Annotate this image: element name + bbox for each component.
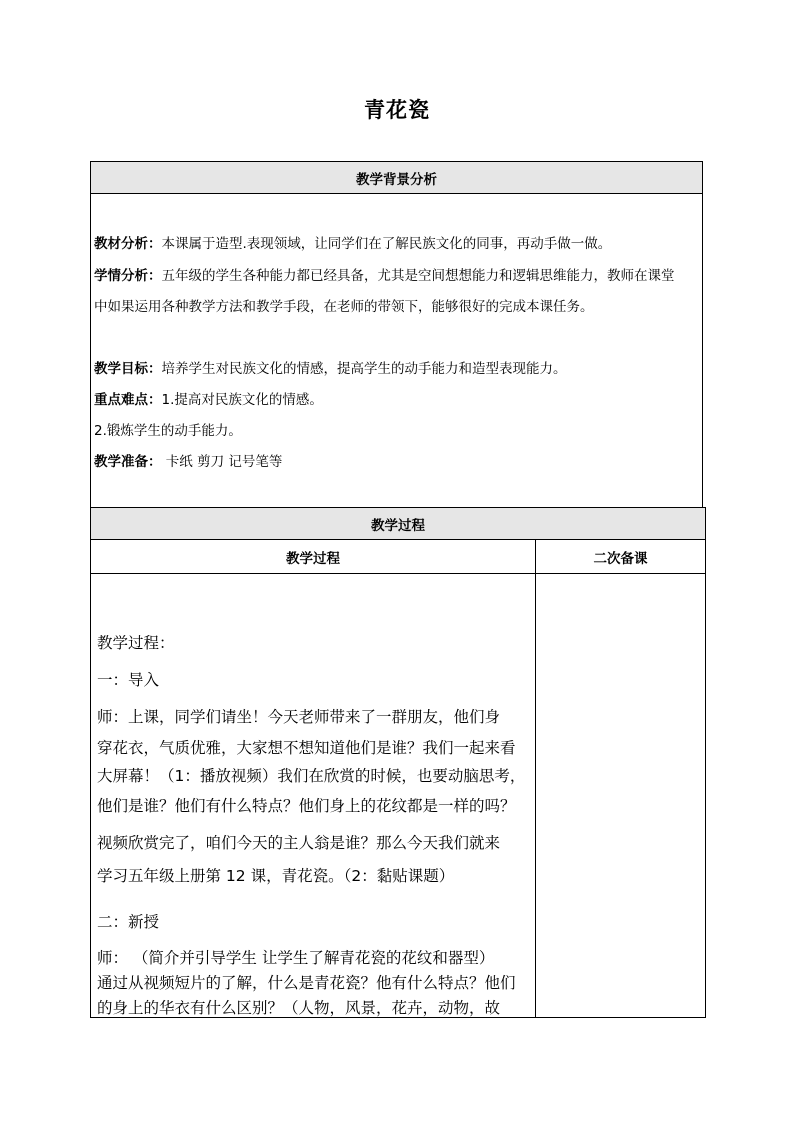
second-prep-column-header	[535, 539, 706, 574]
material-label: 教材分析：	[94, 236, 162, 252]
key-text-line1: 1.提高对民族文化的情感。	[161, 392, 323, 408]
prep-text: 卡纸 剪刀 记号笔等	[161, 454, 283, 470]
process-line: 的身上的华衣有什么区别？（人物，风景，花卉，动物，故	[97, 999, 501, 1017]
key-points-cont: 2.锻炼学生的动手能力。	[94, 423, 242, 439]
process-line: 一：导入	[97, 671, 160, 689]
process-line: 通过从视频短片的了解，什么是青花瓷？他有什么特点？他们	[97, 974, 516, 992]
student-label: 学情分析：	[94, 268, 162, 284]
process-line: 师： （简介并引导学生 让学生了解青花瓷的花纹和器型）	[97, 949, 495, 967]
process-line: 穿花衣，气质优雅，大家想不想知道他们是谁？我们一起来看	[97, 739, 516, 757]
key-label: 重点难点：	[94, 392, 162, 408]
process-column-label: 教学过程	[286, 550, 340, 567]
second-prep-content-cell	[535, 573, 706, 1018]
process-header-label: 教学过程	[371, 517, 425, 534]
process-line: 大屏幕！（1：播放视频）我们在欣赏的时候，也要动脑思考，	[97, 767, 526, 785]
process-line: 学习五年级上册第 12 课，青花瓷。（2：黏贴课题）	[97, 867, 455, 885]
key-points	[94, 388, 323, 408]
material-analysis	[94, 232, 611, 252]
prep-label: 教学准备：	[94, 454, 162, 470]
process-line: 教学过程：	[97, 634, 175, 652]
process-line: 视频欣赏完了，咱们今天的主人翁是谁？那么今天我们就来	[97, 834, 501, 852]
process-column-header	[90, 539, 536, 574]
process-line: 二：新授	[97, 913, 160, 931]
goal-text: 培养学生对民族文化的情感，提高学生的动手能力和造型表现能力。	[161, 361, 567, 377]
teaching-prep	[94, 450, 282, 470]
student-text-line1: 五年级的学生各种能力都已经具备，尤其是空间想想能力和逻辑思维能力，教师在课堂	[161, 268, 675, 284]
process-section-header	[90, 507, 706, 540]
teaching-goal	[94, 357, 567, 377]
process-line: 他们是谁？他们有什么特点？他们身上的花纹都是一样的吗？	[97, 797, 516, 815]
background-section-header	[90, 161, 703, 194]
student-analysis-cont: 中如果运用各种教学方法和教学手段，在老师的带领下，能够很好的完成本课任务。	[94, 299, 594, 315]
student-analysis	[94, 264, 675, 284]
material-text: 本课属于造型.表现领域，让同学们在了解民族文化的同事，再动手做一做。	[161, 236, 612, 252]
goal-label: 教学目标：	[94, 361, 162, 377]
second-prep-column-label: 二次备课	[593, 550, 648, 567]
page-title: 青花瓷	[364, 98, 430, 122]
process-line: 师：上课，同学们请坐！今天老师带来了一群朋友，他们身	[97, 708, 501, 726]
background-header-label: 教学背景分析	[356, 171, 437, 188]
